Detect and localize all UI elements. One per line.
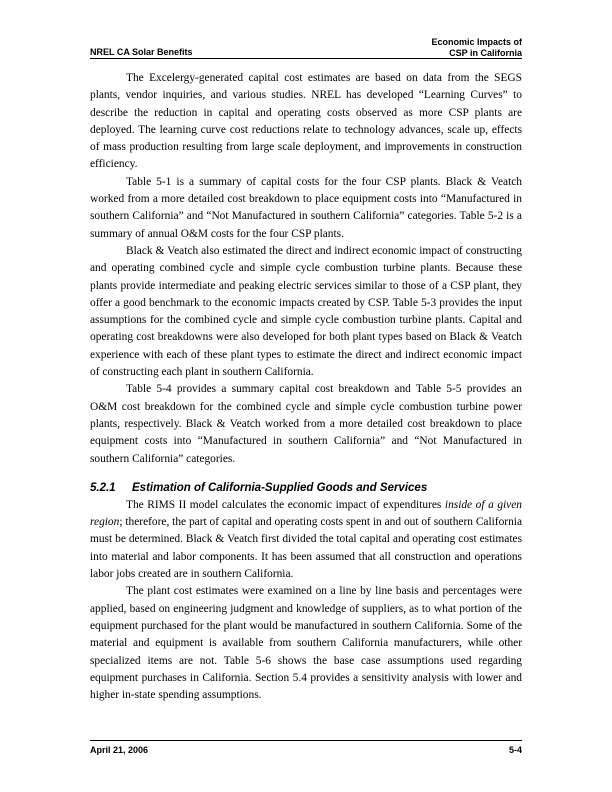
page-number: 5-4 <box>508 745 522 755</box>
paragraph-text: The RIMS II model calculates the economic impact of expenditures <box>126 498 445 511</box>
header-right-line1: Economic Impacts of <box>431 37 522 47</box>
header-right-title <box>431 37 522 59</box>
section-heading <box>90 480 522 497</box>
page-body <box>90 70 522 704</box>
paragraph: Table 5-4 provides a summary capital cost breakdown and Table 5-5 provides an O&M cost breakdown for the combined cycle and simple cycle combustion turbine power plants, respectively. Black & Veatch worked from a more detailed cost breakdown to place equipment costs into “Manufactured in southern California” and “Not Manufactured in southern California” categories. <box>90 383 522 465</box>
header-rule <box>90 58 522 59</box>
paragraph: The Excelergy-generated capital cost estimates are based on data from the SEGS plants, vendor inquiries, and various studies. NREL has developed “Learning Curves” to describe the reduction in capital and operating costs observed as more CSP plants are deployed. The learning curve cost reductions relate to technology advances, scale up, effects of mass production resulting from large scale deployment, and improvements in construction efficiency. <box>90 72 522 171</box>
section-number: 5.2.1 <box>90 481 116 494</box>
paragraph-text: ; therefore, the part of capital and operating costs spent in and out of southern California must be determined. Black & Veatch first divided the total capital and operating cost estimates into material and labor components. It has been assumed that all construction and operations labor jobs created are in southern California. <box>90 516 522 581</box>
header-left-title: NREL CA Solar Benefits <box>90 47 193 57</box>
paragraph: Table 5-1 is a summary of capital costs for the four CSP plants. Black & Veatch worked from a more detailed cost breakdown to place equipment costs into “Manufactured in southern California” and “Not Manufactured in southern California” categories. Table 5-2 is a summary of annual O&M costs for the four CSP plants. <box>90 175 522 240</box>
footer-rule <box>90 740 522 741</box>
section-title: Estimation of California-Supplied Goods and Services <box>132 481 428 494</box>
paragraph: The plant cost estimates were examined on a line by line basis and percentages were applied, based on engineering judgment and knowledge of suppliers, as to what portion of the equipment purchased for the plant would be manufactured in southern California. Some of the material and equipment is available from southern California manufacturers, while other specialized items are not. Table 5-6 shows the base case assumptions used regarding equipment purchases in California. Section 5.4 provides a sensitivity analysis with lower and higher in-state spending assumptions. <box>90 585 522 702</box>
footer-date: April 21, 2006 <box>90 745 149 755</box>
paragraph: Black & Veatch also estimated the direct and indirect economic impact of constructing and operating combined cycle and simple cycle combustion turbine plants. Because these plants provide intermediate and peaking electric services similar to those of a CSP plant, they offer a good benchmark to the economic impacts created by CSP. Table 5-3 provides the input assumptions for the combined cycle and simple cycle combustion turbine plants. Capital and operating cost breakdowns were also developed for both plant types based on Black & Veatch experience with each of these plant types to estimate the direct and indirect economic impact of constructing each plant in southern California. <box>90 244 522 379</box>
paragraph <box>90 497 522 583</box>
header-right-line2: CSP in California <box>449 48 522 58</box>
paragraph-italic-text: inside of a given region <box>90 498 522 529</box>
